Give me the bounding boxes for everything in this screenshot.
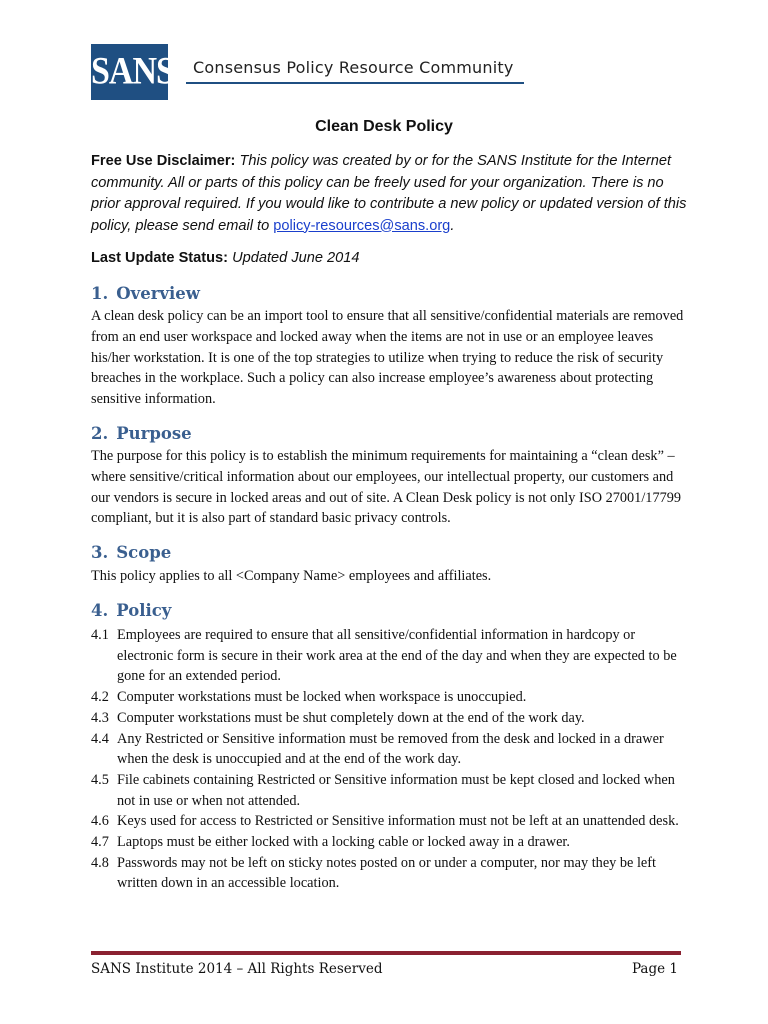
disclaimer-label: Free Use Disclaimer:	[91, 153, 236, 169]
policy-item	[91, 625, 681, 687]
last-update-status	[91, 248, 691, 269]
section-body-scope: This policy applies to all <Company Name> employees and affiliates.	[91, 568, 492, 584]
policy-item-text: File cabinets containing Restricted or Sensitive information must be kept closed and locked when not in use or when not attended.	[117, 771, 675, 809]
policy-resources-email-link[interactable]: policy-resources@sans.org	[273, 217, 451, 234]
section-number: 3.	[91, 543, 109, 562]
policy-item	[91, 832, 681, 853]
section-title: Scope	[116, 543, 172, 562]
policy-item	[91, 687, 681, 708]
disclaimer-end: .	[450, 217, 455, 234]
section-body-purpose: The purpose for this policy is to establish the minimum requirements for maintaining a “clean desk” – where sensitive/critical information about our employees, our intellectual property, our customers and our vendors is secure in locked areas and out of site. A Clean Desk policy is not only ISO 27001/17799 compliant, but it is also part of standard basic privacy controls.	[91, 448, 682, 527]
policy-item-number: 4.3	[91, 709, 109, 726]
sans-logo-text: SANS	[91, 50, 174, 93]
section-number: 2.	[91, 424, 109, 443]
sans-logo	[91, 44, 174, 100]
policy-item-number: 4.5	[91, 771, 109, 788]
footer-page-number: Page 1	[631, 961, 678, 977]
section-heading-purpose	[91, 424, 192, 443]
section-title: Policy	[116, 601, 172, 620]
footer-rule	[91, 951, 681, 955]
policy-item-text: Laptops must be either locked with a locking cable or locked away in a drawer.	[117, 834, 570, 851]
section-heading-overview	[91, 284, 200, 303]
policy-item-text: Keys used for access to Restricted or Sensitive information must not be left at an unattended desk.	[117, 813, 679, 830]
policy-item	[91, 729, 681, 770]
section-heading-scope	[91, 543, 171, 562]
policy-item-text: Computer workstations must be locked when workspace is unoccupied.	[117, 689, 527, 706]
header-rule	[186, 82, 524, 84]
policy-item-text: Any Restricted or Sensitive information must be removed from the desk and locked in a drawer when the desk is unoccupied and at the end of the work day.	[117, 730, 664, 768]
policy-item	[91, 853, 681, 894]
section-number: 4.	[91, 601, 109, 620]
document-title: Clean Desk Policy	[315, 118, 453, 135]
policy-item-number: 4.7	[91, 834, 109, 851]
status-value: Updated June 2014	[232, 250, 360, 266]
policy-item-number: 4.6	[91, 813, 109, 830]
section-body-overview: A clean desk policy can be an import tool to ensure that all sensitive/confidential materials are removed from an end user workspace and locked away when the items are not in use or an employee leaves his/her workstation. It is one of the top strategies to utilize when trying to reduce the risk of security breaches in the workplace. Such a policy can also increase employee’s awareness about protecting sensitive information.	[91, 308, 684, 408]
section-heading-policy	[91, 601, 171, 620]
policy-item-text: Passwords may not be left on sticky notes posted on or under a computer, nor may they be left written down in an accessible location.	[117, 854, 657, 892]
policy-list	[91, 625, 681, 894]
header-title: Consensus Policy Resource Community	[193, 58, 514, 77]
section-title: Purpose	[116, 424, 192, 443]
policy-item	[91, 708, 681, 729]
disclaimer-text: This policy was created by or for the SANS Institute for the Internet community. All or parts of this policy can be freely used for your organization. There is no prior approval required. If you would like to contribute a new policy or updated version of this policy, please send email to	[91, 153, 687, 234]
policy-item	[91, 811, 681, 832]
policy-item-text: Employees are required to ensure that all sensitive/confidential information in hardcopy or electronic form is secure in their work area at the end of the day and when they are expected to be gone for an extended period.	[117, 627, 677, 685]
policy-item-number: 4.2	[91, 689, 109, 706]
free-use-disclaimer	[91, 151, 691, 237]
status-label: Last Update Status:	[91, 250, 229, 266]
policy-item	[91, 770, 681, 811]
policy-item-number: 4.4	[91, 730, 109, 747]
section-number: 1.	[91, 284, 109, 303]
footer-copyright: SANS Institute 2014 – All Rights Reserved	[91, 961, 383, 977]
policy-item-number: 4.1	[91, 627, 109, 643]
policy-item-text: Computer workstations must be shut completely down at the end of the work day.	[117, 709, 585, 726]
section-title: Overview	[116, 284, 200, 303]
policy-item-number: 4.8	[91, 854, 109, 871]
